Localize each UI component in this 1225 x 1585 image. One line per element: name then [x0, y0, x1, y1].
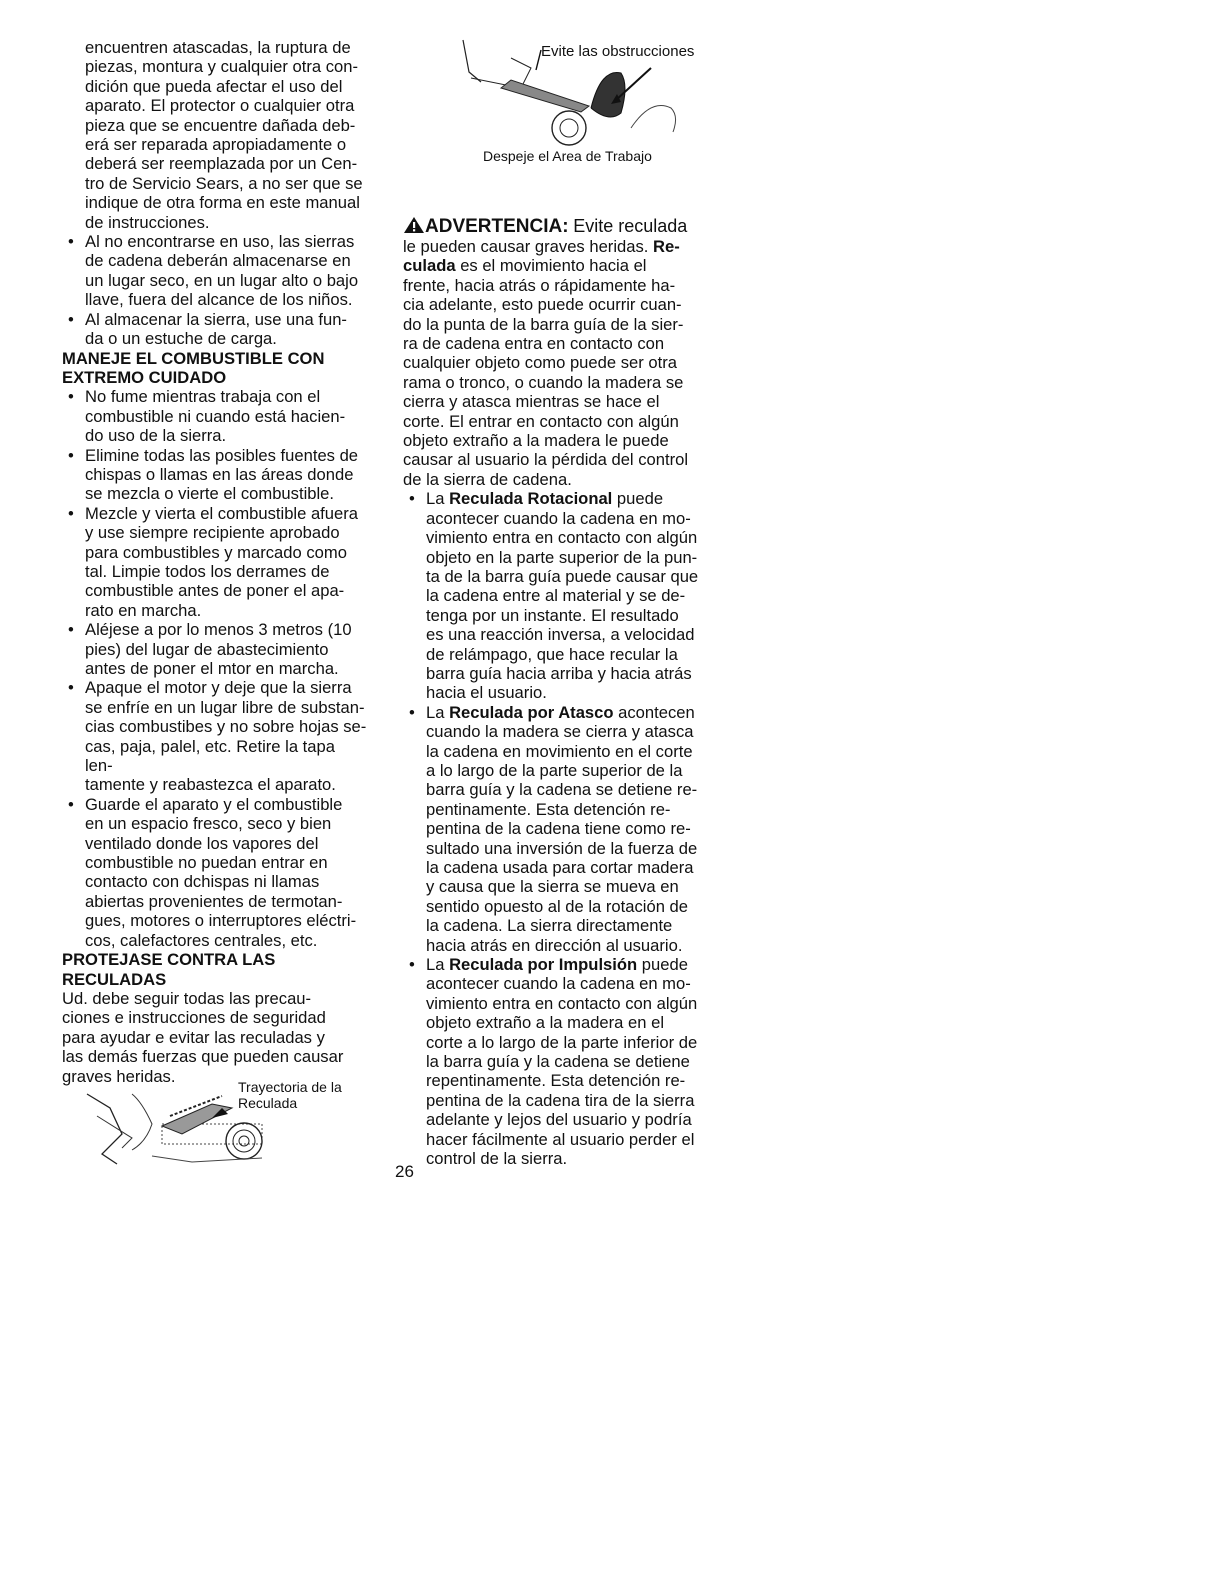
bullet-dot-icon: • — [68, 232, 74, 252]
heading-line: PROTEJASE CONTRA LAS — [62, 950, 276, 970]
text-line: un lugar seco, en un lugar alto o bajo — [85, 270, 359, 290]
text-line: abiertas provenientes de termotan- — [85, 891, 343, 911]
text-line: en un espacio fresco, seco y bien — [85, 814, 332, 834]
text-line: objeto extraño a la madera le puede — [403, 431, 669, 451]
text-line: la cadena. La sierra directamente — [426, 916, 673, 936]
bullet-item — [403, 703, 723, 955]
text-line: piezas, montura y cualquier otra con- — [85, 57, 359, 77]
warning-block — [403, 216, 723, 1169]
text-line: combustible antes de poner el apa- — [85, 581, 345, 601]
text-line: La Reculada por Atasco acontecen — [426, 702, 695, 722]
kickback-paragraph — [62, 989, 367, 1086]
text-line: cas, paja, palel, etc. Retire la tapa len- — [85, 736, 335, 776]
left-column — [62, 38, 367, 1166]
obstruction-figure — [461, 38, 723, 168]
bullet-item — [62, 678, 367, 794]
text-line: rato en marcha. — [85, 600, 202, 620]
text-line: barra guía hacia arriba y hacia atrás — [426, 663, 692, 683]
text-line: Apaque el motor y deje que la sierra — [85, 678, 352, 698]
text-line: Elimine todas las posibles fuentes de — [85, 445, 359, 465]
text-line: repentinamente. Esta detención re- — [426, 1071, 686, 1091]
bullet-dot-icon: • — [68, 678, 74, 698]
text-line: pies) del lugar de abastecimiento — [85, 639, 329, 659]
text-line: adelante y lejos del usuario y podría — [426, 1110, 692, 1130]
kickback-figure-caption — [238, 1079, 342, 1111]
text-line: tamente y reabastezca el aparato. — [85, 775, 336, 795]
text-line: causar al usuario la pérdida del control — [403, 450, 689, 470]
text-line: objeto en la parte superior de la pun- — [426, 547, 698, 567]
text-line: y use siempre recipiente aprobado — [85, 523, 340, 543]
bullet-item — [62, 504, 367, 620]
text-line: hacer fácilmente al usuario perder el — [426, 1129, 695, 1149]
text-line: ventilado donde los vapores del — [85, 833, 319, 853]
text-line: de cadena deberán almacenarse en — [85, 251, 351, 271]
text-line: objeto extraño a la madera en el — [426, 1013, 665, 1033]
text-line: para combustibles y marcado como — [85, 542, 347, 562]
text-line: frente, hacia atrás o rápidamente ha- — [403, 275, 676, 295]
kickback-heading — [62, 950, 367, 989]
text-line: pentina de la cadena tira de la sierra — [426, 1090, 695, 1110]
storage-bullets — [62, 232, 367, 348]
text-line: encuentren atascadas, la ruptura de — [85, 38, 351, 57]
obstruction-label: Evite las obstrucciones — [541, 43, 695, 60]
text-line: indique de otra forma en este manual — [85, 193, 360, 213]
continued-paragraph — [62, 38, 367, 232]
text-line: control de la sierra. — [426, 1149, 568, 1169]
text-line: ta de la barra guía puede causar que — [426, 566, 699, 586]
text-line: cierra y atasca mientras se hace el — [403, 392, 660, 412]
heading-line: MANEJE EL COMBUSTIBLE CON — [62, 348, 325, 368]
kickback-path-figure — [62, 1078, 367, 1166]
bullet-dot-icon: • — [68, 445, 74, 465]
text-line: llave, fuera del alcance de los niños. — [85, 290, 353, 310]
text-line: pentinamente. Esta detención re- — [426, 799, 671, 819]
bullet-item — [403, 489, 723, 702]
caption-line: Reculada — [238, 1094, 298, 1111]
fuel-bullets — [62, 387, 367, 950]
text-line: do uso de la sierra. — [85, 426, 227, 446]
text-line: rama o tronco, o cuando la madera se — [403, 372, 684, 392]
text-line: de la sierra de cadena. — [403, 469, 572, 489]
text-line: Al no encontrarse en uso, las sierras — [85, 232, 355, 252]
text-line: vimiento entra en contacto con algún — [426, 993, 698, 1013]
text-line: sentido opuesto al de la rotación de — [426, 896, 688, 916]
text-line: le pueden causar graves heridas. Re- — [403, 237, 680, 256]
text-line: La Reculada por Impulsión puede — [426, 955, 688, 975]
bullet-dot-icon: • — [68, 794, 74, 814]
bullet-item — [62, 387, 367, 445]
text-line: ra de cadena entra en contacto con — [403, 334, 665, 354]
right-column — [403, 38, 723, 1169]
text-line: gues, motores o interruptores eléctri- — [85, 911, 357, 931]
text-line: cia adelante, esto puede ocurrir cuan- — [403, 295, 682, 315]
text-line: vimiento entra en contacto con algún — [426, 528, 698, 548]
text-line: la cadena entre al material y se de- — [426, 586, 686, 606]
fuel-heading — [62, 349, 367, 388]
text-line: se mezcla o vierte el combustible. — [85, 484, 335, 504]
text-line: tenga por un instante. El resultado — [426, 605, 679, 625]
text-line: corte a lo largo de la parte inferior de — [426, 1032, 698, 1052]
bullet-item — [403, 955, 723, 1168]
text-line: tal. Limpie todos los derrames de — [85, 561, 330, 581]
text-line: Aléjese a por lo menos 3 metros (10 — [85, 620, 352, 640]
warning-title: ADVERTENCIA: — [425, 216, 569, 237]
bullet-item — [62, 446, 367, 504]
text-line: hacia el usuario. — [426, 683, 547, 703]
text-line: cuando la madera se cierra y atasca — [426, 722, 694, 742]
text-line: deberá ser reemplazada por un Cen- — [85, 154, 358, 174]
page-number: 26 — [395, 1162, 414, 1181]
text-line: erá ser reparada apropiadamente o — [85, 135, 347, 155]
text-line: dición que pueda afectar el uso del — [85, 76, 343, 96]
warning-paragraph — [403, 237, 723, 489]
text-line: hacia atrás en dirección al usuario. — [426, 935, 683, 955]
text-line: la barra guía y la cadena se detiene — [426, 1052, 690, 1072]
text-line: para ayudar e evitar las reculadas y — [62, 1027, 325, 1047]
bullet-dot-icon: • — [68, 309, 74, 329]
text-line: y causa que la sierra se mueva en — [426, 877, 679, 897]
text-line: es una reacción inversa, a velocidad — [426, 625, 695, 645]
kickback-types-bullets — [403, 489, 723, 1168]
text-line: do la punta de la barra guía de la sier- — [403, 314, 684, 334]
text-line: las demás fuerzas que pueden causar — [62, 1047, 344, 1067]
text-line: de instrucciones. — [85, 212, 210, 232]
text-line: aparato. El protector o cualquier otra — [85, 96, 355, 116]
text-line: Al almacenar la sierra, use una fun- — [85, 309, 347, 329]
warning-icon — [403, 217, 425, 236]
caption-line: Trayectoria de la — [238, 1078, 342, 1095]
text-line: cias combustibes y no sobre hojas se- — [85, 717, 367, 737]
bullet-item — [62, 310, 367, 349]
bullet-dot-icon: • — [409, 955, 415, 975]
text-line: de relámpago, que hace recular la — [426, 644, 678, 664]
text-line: contacto con dchispas ni llamas — [85, 872, 320, 892]
heading-line: RECULADAS — [62, 969, 167, 989]
text-line: ciones e instrucciones de seguridad — [62, 1008, 326, 1028]
warning-first-line: Evite reculada — [573, 216, 688, 236]
text-line: Guarde el aparato y el combustible — [85, 794, 343, 814]
bullet-item — [62, 620, 367, 678]
obstruction-caption: Despeje el Area de Trabajo — [483, 148, 652, 164]
text-line: culada es el movimiento hacia el — [403, 256, 647, 276]
text-line: se enfríe en un lugar libre de substan- — [85, 697, 365, 717]
text-line: barra guía y la cadena se detiene re- — [426, 780, 698, 800]
text-line: corte. El entrar en contacto con algún — [403, 411, 679, 431]
text-line: tro de Servicio Sears, a no ser que se — [85, 173, 363, 193]
text-line: Mezcle y vierta el combustible afuera — [85, 503, 358, 523]
bullet-dot-icon: • — [68, 620, 74, 640]
text-line: combustible no puedan entrar en — [85, 853, 328, 873]
text-line: la cadena en movimiento en el corte — [426, 741, 693, 761]
text-line: la cadena usada para cortar madera — [426, 858, 694, 877]
text-line: combustible ni cuando está hacien- — [85, 406, 346, 426]
text-line: sultado una inversión de la fuerza de — [426, 838, 698, 858]
text-line: cos, calefactores centrales, etc. — [85, 930, 318, 950]
heading-line: EXTREMO CUIDADO — [62, 367, 227, 387]
bullet-dot-icon: • — [68, 503, 74, 523]
text-line: antes de poner el mtor en marcha. — [85, 659, 339, 678]
text-line: Ud. debe seguir todas las precau- — [62, 988, 312, 1008]
text-line: graves heridas. — [62, 1066, 176, 1086]
text-line: No fume mientras trabaja con el — [85, 387, 321, 407]
bullet-dot-icon: • — [68, 387, 74, 407]
text-line: La Reculada Rotacional puede — [426, 489, 664, 509]
text-line: acontecer cuando la cadena en mo- — [426, 508, 691, 528]
bullet-dot-icon: • — [409, 489, 415, 509]
text-line: da o un estuche de carga. — [85, 329, 277, 349]
text-line: cualquier objeto como puede ser otra — [403, 353, 677, 373]
bullet-item — [62, 232, 367, 310]
text-line: pentina de la cadena tiene como re- — [426, 819, 691, 839]
bullet-dot-icon: • — [409, 702, 415, 722]
bullet-item — [62, 795, 367, 950]
text-line: acontecer cuando la cadena en mo- — [426, 974, 691, 994]
text-line: a lo largo de la parte superior de la — [426, 760, 683, 780]
text-line: pieza que se encuentre dañada deb- — [85, 115, 356, 135]
text-line: chispas o llamas en las áreas donde — [85, 464, 354, 484]
